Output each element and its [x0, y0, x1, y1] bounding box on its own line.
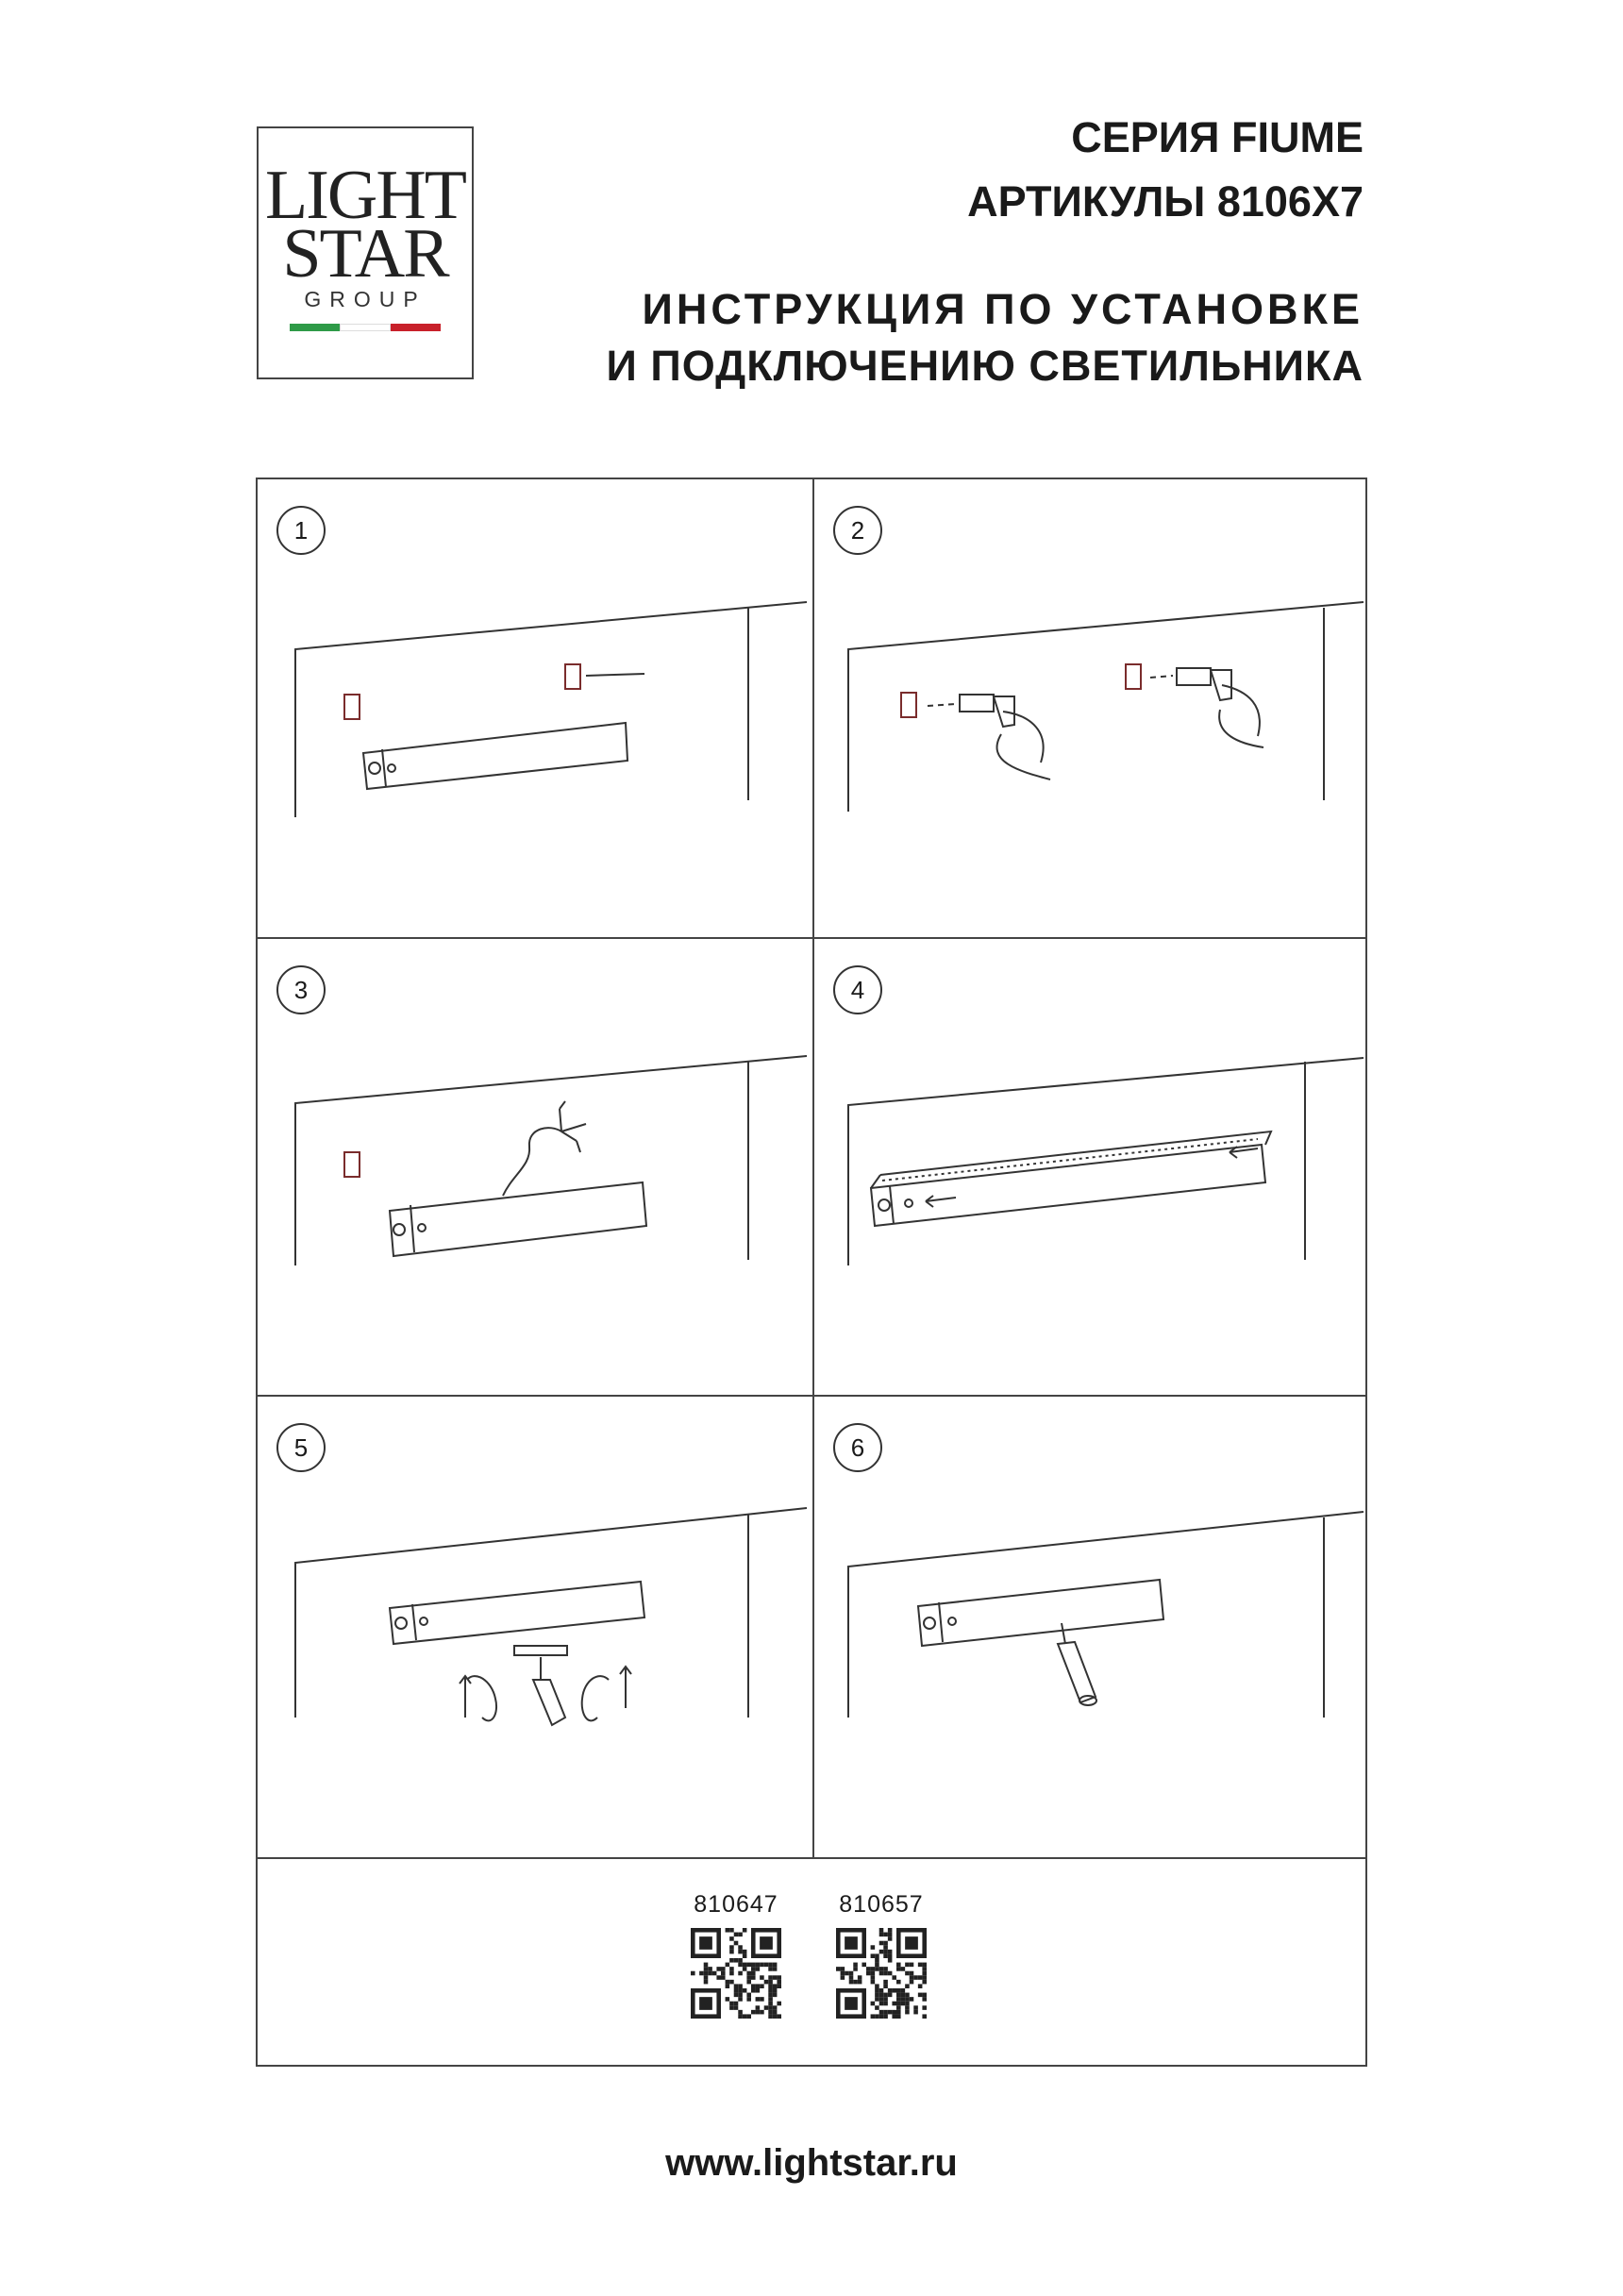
- article-number: АРТИКУЛЫ 8106X7: [967, 177, 1364, 226]
- connect-wires-illustration: [258, 939, 812, 1397]
- flag-green-stripe: [290, 324, 340, 331]
- step-panel-4: [814, 939, 1369, 1397]
- logo-line-light: LIGHT: [265, 157, 465, 234]
- step-panel-1: [258, 479, 812, 937]
- step-number-1: 1: [276, 506, 326, 555]
- series-title: СЕРИЯ FIUME: [1071, 113, 1364, 161]
- grid-divider-row3: [258, 1857, 1365, 1859]
- step-number-4: 4: [833, 965, 882, 1014]
- step-number-3: 3: [276, 965, 326, 1014]
- qr-code-icon[interactable]: [836, 1928, 927, 2019]
- italian-flag-stripe: [290, 324, 441, 331]
- installation-steps-grid: [256, 478, 1367, 2067]
- finished-installation-illustration: [814, 1397, 1369, 1854]
- product-code-label: 810657: [839, 1891, 924, 1918]
- step-panel-6: [814, 1397, 1369, 1854]
- mount-track-illustration: [814, 939, 1369, 1397]
- insert-spotlight-illustration: [258, 1397, 812, 1854]
- product-code-810647: [684, 1891, 788, 2023]
- product-code-810657: [829, 1891, 933, 2023]
- step-number-5: 5: [276, 1423, 326, 1472]
- website-link[interactable]: www.lightstar.ru: [665, 2142, 958, 2184]
- logo-line-group: GROUP: [304, 287, 427, 311]
- step-number-6: 6: [833, 1423, 882, 1472]
- instruction-title-line1: ИНСТРУКЦИЯ ПО УСТАНОВКЕ: [642, 285, 1364, 333]
- instruction-title-line2: И ПОДКЛЮЧЕНИЮ СВЕТИЛЬНИКА: [606, 342, 1364, 390]
- drill-holes-illustration: [814, 479, 1369, 937]
- step-panel-3: [258, 939, 812, 1397]
- mark-mounting-holes-illustration: [258, 479, 812, 937]
- brand-logo: [257, 126, 474, 379]
- qr-code-icon[interactable]: [691, 1928, 781, 2019]
- flag-red-stripe: [391, 324, 441, 331]
- step-panel-5: [258, 1397, 812, 1854]
- product-code-label: 810647: [694, 1891, 778, 1918]
- step-number-2: 2: [833, 506, 882, 555]
- step-panel-2: [814, 479, 1369, 937]
- flag-white-stripe: [340, 324, 390, 331]
- logo-line-star: STAR: [282, 215, 448, 293]
